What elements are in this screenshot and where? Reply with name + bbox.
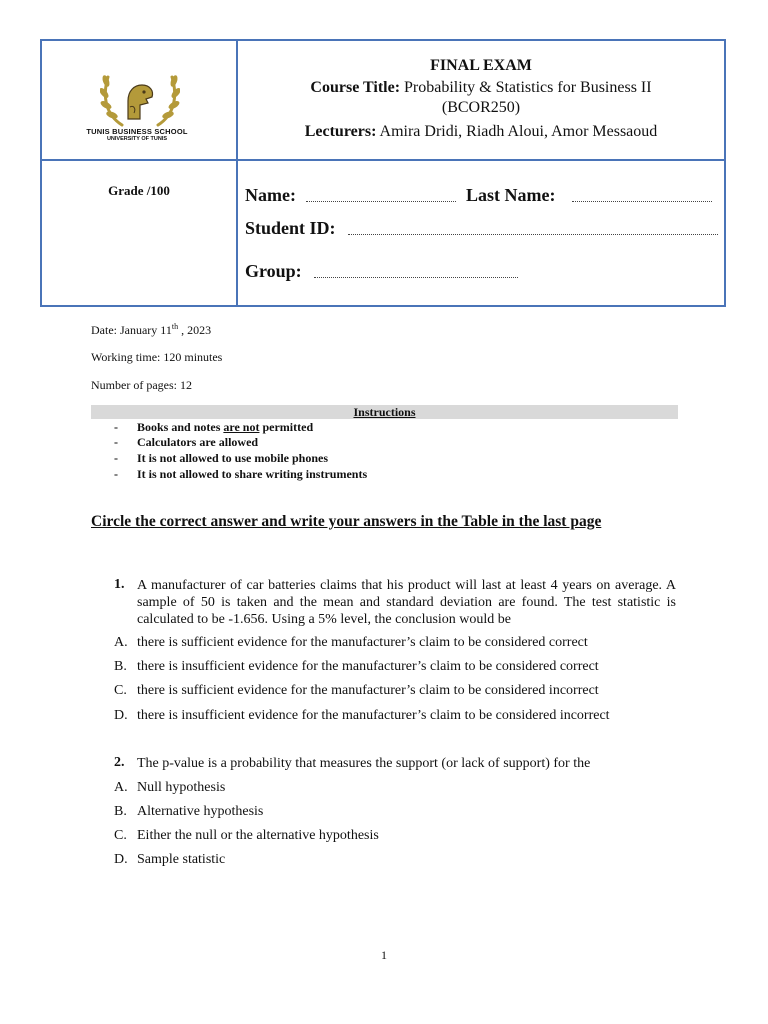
lecturers-line [238,123,724,141]
lecturers: Amira Dridi, Riadh Aloui, Amor Messaoud [379,123,658,140]
title-cell [238,41,724,161]
lecturers-label: Lecturers: [304,123,377,140]
grade-cell [42,161,238,305]
course-code: (BCOR250) [441,99,521,116]
name-field[interactable] [306,201,456,202]
course-title-label: Course Title: [310,79,401,96]
logo-cell [42,41,238,161]
name-label: Name: [245,185,296,205]
student-id-label: Student ID: [245,218,336,238]
logo-university-name: UNIVERSITY OF TUNIS [106,136,168,142]
number-of-pages: Number of pages: 12 [91,378,192,392]
section-heading: Circle the correct answer and write your answers in the Table in the last page [91,513,602,530]
group-label: Group: [245,261,302,281]
working-time: Working time: 120 minutes [91,350,223,364]
student-id-field[interactable] [348,234,718,235]
student-info-cell [238,161,724,305]
logo-school-name: TUNIS BUSINESS SCHOOL [86,127,188,136]
question-text: The p-value is a probability that measures the support (or lack of support) for the [137,756,591,771]
instructions-title: Instructions [91,405,678,419]
header-table [40,39,726,307]
question-number: 2. [114,755,125,770]
course-title: Probability & Statistics for Business II [404,79,652,96]
group-field[interactable] [314,277,518,278]
last-name-field[interactable] [572,201,712,202]
grade-label: Grade /100 [108,183,170,198]
course-title-line [238,79,724,97]
page-number: 1 [381,948,387,962]
school-logo-icon [100,67,180,129]
exam-title: FINAL EXAM [430,57,532,74]
last-name-label: Last Name: [466,185,556,205]
question-text: A manufacturer of car batteries claims that his product will last at least 4 years on average. A sample of 50 is taken and the mean and standard deviation are found. The test statistic is calculated to be -1.656. Using a 5% level, the conclusion would be [137,578,676,627]
question-number: 1. [114,577,125,592]
exam-date: Date: January 11th , 2023 [91,322,212,337]
